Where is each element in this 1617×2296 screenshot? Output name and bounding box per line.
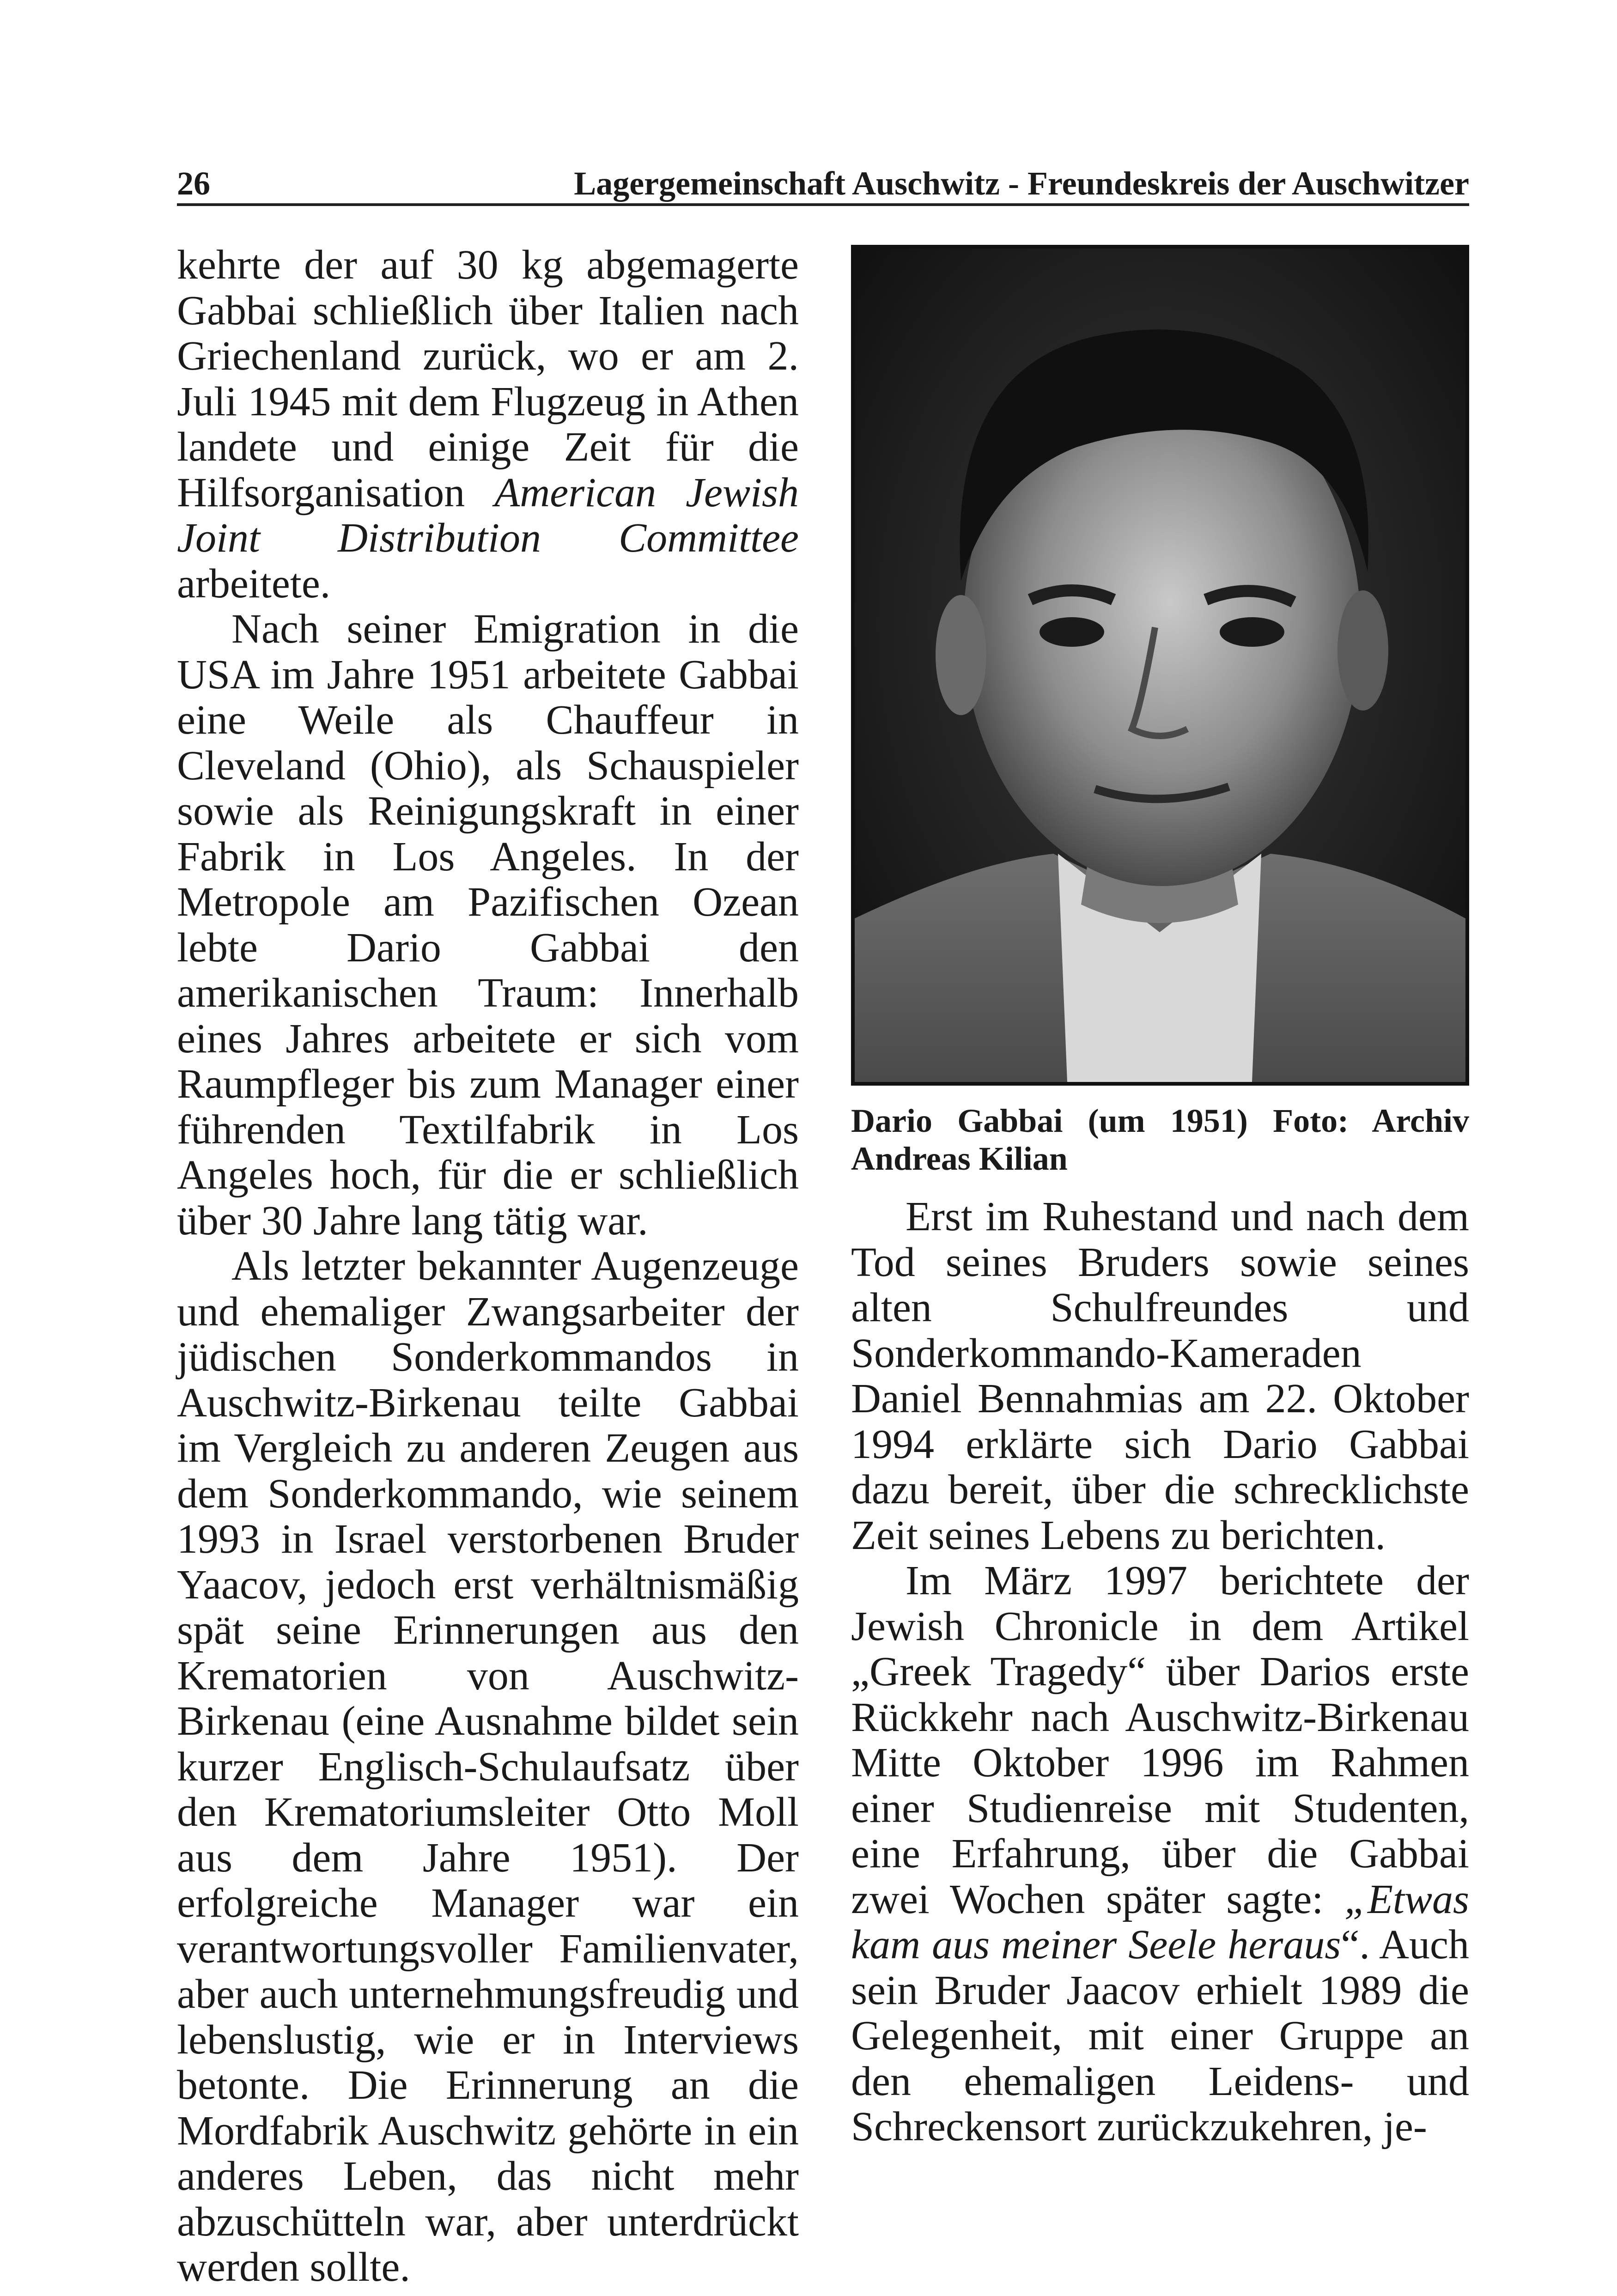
- portrait-image: [855, 249, 1465, 1082]
- paragraph-text: arbeitete.: [177, 560, 331, 607]
- left-column: [177, 243, 799, 2290]
- paragraph: Erst im Ruhestand und nach dem Tod seines Bruders sowie seines alten Schulfreundes und Sonderkommando-Kameraden Daniel Bennahmias am 22. Oktober 1994 erklärte sich Dario Gabbai dazu bereit, über die schrecklichste Zeit seines Lebens zu berichten.: [851, 1194, 1469, 1558]
- page-header: [177, 157, 1469, 206]
- paragraph: [177, 243, 799, 607]
- paragraph: Als letzter bekannter Augenzeuge und ehemaliger Zwangsarbeiter der jüdischen Sonderkommandos in Auschwitz-Birkenau teilte Gabbai im Vergleich zu anderen Zeugen aus dem Sonderkommando, wie seinem 1993 in Israel verstorbenen Bruder Yaacov, jedoch erst verhältnismäßig spät seine Erinnerungen aus den Krematorien von Auschwitz-Birkenau (eine Ausnahme bildet sein kurzer Englisch-Schulaufsatz über den Krematoriumsleiter Otto Moll aus dem Jahre 1951). Der erfolgreiche Manager war ein verantwortungsvoller Familienvater, aber auch unternehmungsfreudig und lebenslustig, wie er in Interviews betonte. Die Erinnerung an die Mordfabrik Auschwitz gehörte in ein anderes Leben, das nicht mehr abzuschütteln war, aber unterdrückt werden sollte.: [177, 1243, 799, 2290]
- paragraph-text: kehrte der auf 30 kg abgemagerte Gabbai schließlich über Italien nach Griechenland zurück, wo er am 2. Juli 1945 mit dem Flugzeug in Athen landete und einige Zeit für die Hilfsorganisation: [177, 242, 799, 516]
- page-number: 26: [177, 165, 210, 202]
- italic-org-name: American Jewish Joint Distribution Committee: [177, 469, 799, 561]
- paragraph-text: “. Auch sein Bruder Jaacov erhielt 1989 die Gelegenheit, mit einer Gruppe an den ehemaligen Leidens- und Schreckensort zurückzukehren, je-: [851, 1922, 1469, 2150]
- paragraph-text: Im März 1997 berichtete der Jewish Chronicle in dem Artikel „Greek Tragedy“ über Darios erste Rückkehr nach Auschwitz-Birkenau Mitte Oktober 1996 im Rahmen einer Studienreise mit Studenten, eine Erfahrung, über die Gabbai zwei Wochen später sagte:: [851, 1558, 1469, 1922]
- running-head: Lagergemeinschaft Auschwitz - Freundeskreis der Auschwitzer: [574, 165, 1469, 202]
- photo-caption: Dario Gabbai (um 1951) Foto: Archiv Andreas Kilian: [851, 1102, 1469, 1177]
- paragraph: [851, 1558, 1469, 2150]
- portrait-photo: [851, 245, 1469, 1086]
- paragraph: Nach seiner Emigration in die USA im Jahre 1951 arbeitete Gabbai eine Weile als Chauffeur in Cleveland (Ohio), als Schauspieler sowie als Reinigungskraft in einer Fabrik in Los Angeles. In der Metropole am Pazifischen Ozean lebte Dario Gabbai den amerikanischen Traum: Innerhalb eines Jahres arbeitete er sich vom Raumpfleger bis zum Manager einer führenden Textilfabrik in Los Angeles hoch, für die er schließlich über 30 Jahre lang tätig war.: [177, 606, 799, 1244]
- italic-quote: „Etwas kam aus meiner Seele heraus: [851, 1876, 1469, 1968]
- right-column: [851, 1194, 1469, 2150]
